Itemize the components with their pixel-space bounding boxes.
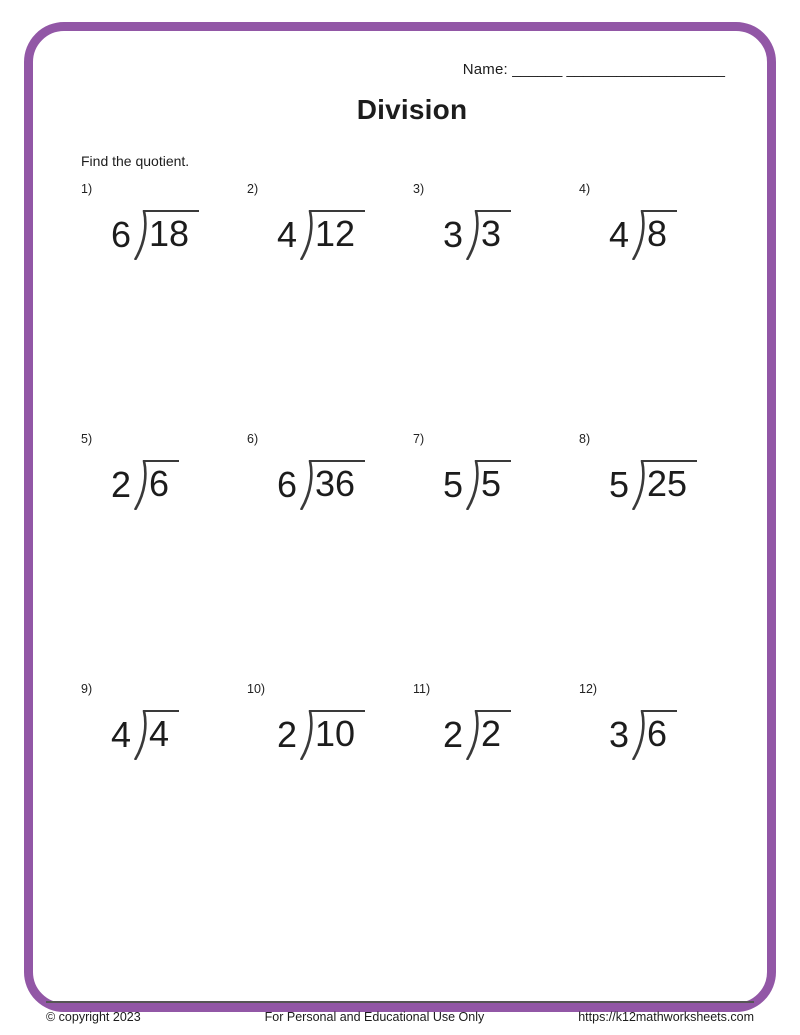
long-division bbox=[609, 460, 697, 510]
name-blank-line: ______ ___________________ bbox=[512, 61, 725, 78]
problem-number: 3) bbox=[413, 182, 425, 196]
divisor: 6 bbox=[111, 214, 132, 255]
problem-10 bbox=[247, 680, 413, 930]
long-division bbox=[609, 210, 677, 260]
problem-number: 11) bbox=[413, 682, 431, 696]
dividend: 5 bbox=[477, 460, 511, 504]
long-division bbox=[277, 210, 365, 260]
problem-11 bbox=[413, 680, 579, 930]
divisor: 2 bbox=[111, 464, 132, 505]
divisor: 2 bbox=[443, 714, 464, 755]
footer-usage-note: For Personal and Educational Use Only bbox=[264, 1010, 485, 1024]
name-row bbox=[81, 61, 743, 78]
dividend: 8 bbox=[643, 210, 677, 254]
problem-number: 4) bbox=[579, 182, 591, 196]
problem-9 bbox=[81, 680, 247, 930]
long-division bbox=[443, 710, 511, 760]
divisor: 5 bbox=[443, 464, 464, 505]
problem-number: 9) bbox=[81, 682, 93, 696]
dividend: 36 bbox=[311, 460, 365, 504]
problem-7 bbox=[413, 430, 579, 680]
long-division bbox=[277, 460, 365, 510]
worksheet-border-frame bbox=[24, 22, 776, 1024]
divisor: 6 bbox=[277, 464, 298, 505]
problem-number: 8) bbox=[579, 432, 591, 446]
divisor: 5 bbox=[609, 464, 630, 505]
dividend: 6 bbox=[643, 710, 677, 754]
footer-copyright: © copyright 2023 bbox=[46, 1010, 141, 1024]
divisor: 4 bbox=[277, 214, 298, 255]
dividend: 6 bbox=[145, 460, 179, 504]
problem-number: 7) bbox=[413, 432, 425, 446]
problem-6 bbox=[247, 430, 413, 680]
long-division bbox=[111, 710, 179, 760]
dividend: 25 bbox=[643, 460, 697, 504]
worksheet-content bbox=[33, 61, 767, 1033]
dividend: 3 bbox=[477, 210, 511, 254]
dividend: 12 bbox=[311, 210, 365, 254]
problem-2 bbox=[247, 180, 413, 430]
divisor: 3 bbox=[609, 714, 630, 755]
long-division bbox=[609, 710, 677, 760]
divisor: 4 bbox=[609, 214, 630, 255]
problem-3 bbox=[413, 180, 579, 430]
footer bbox=[46, 1001, 754, 1024]
problem-5 bbox=[81, 430, 247, 680]
dividend: 2 bbox=[477, 710, 511, 754]
problem-number: 12) bbox=[579, 682, 598, 696]
divisor: 2 bbox=[277, 714, 298, 755]
problem-number: 2) bbox=[247, 182, 259, 196]
problems-grid bbox=[81, 180, 743, 930]
long-division bbox=[111, 210, 199, 260]
problem-4 bbox=[579, 180, 745, 430]
page-title: Division bbox=[356, 94, 468, 125]
long-division bbox=[443, 460, 511, 510]
problem-1 bbox=[81, 180, 247, 430]
dividend: 10 bbox=[311, 710, 365, 754]
long-division bbox=[111, 460, 179, 510]
problem-12 bbox=[579, 680, 745, 930]
dividend: 18 bbox=[145, 210, 199, 254]
long-division bbox=[443, 210, 511, 260]
name-label: Name: bbox=[462, 61, 508, 78]
problem-number: 10) bbox=[247, 682, 266, 696]
long-division bbox=[277, 710, 365, 760]
footer-site-url[interactable]: https://k12mathworksheets.com bbox=[578, 1010, 754, 1024]
problem-number: 1) bbox=[81, 182, 93, 196]
dividend: 4 bbox=[145, 710, 179, 754]
problem-number: 6) bbox=[247, 432, 259, 446]
problem-8 bbox=[579, 430, 745, 680]
divisor: 4 bbox=[111, 714, 132, 755]
instruction-text: Find the quotient. bbox=[81, 153, 190, 169]
divisor: 3 bbox=[443, 214, 464, 255]
problem-number: 5) bbox=[81, 432, 93, 446]
